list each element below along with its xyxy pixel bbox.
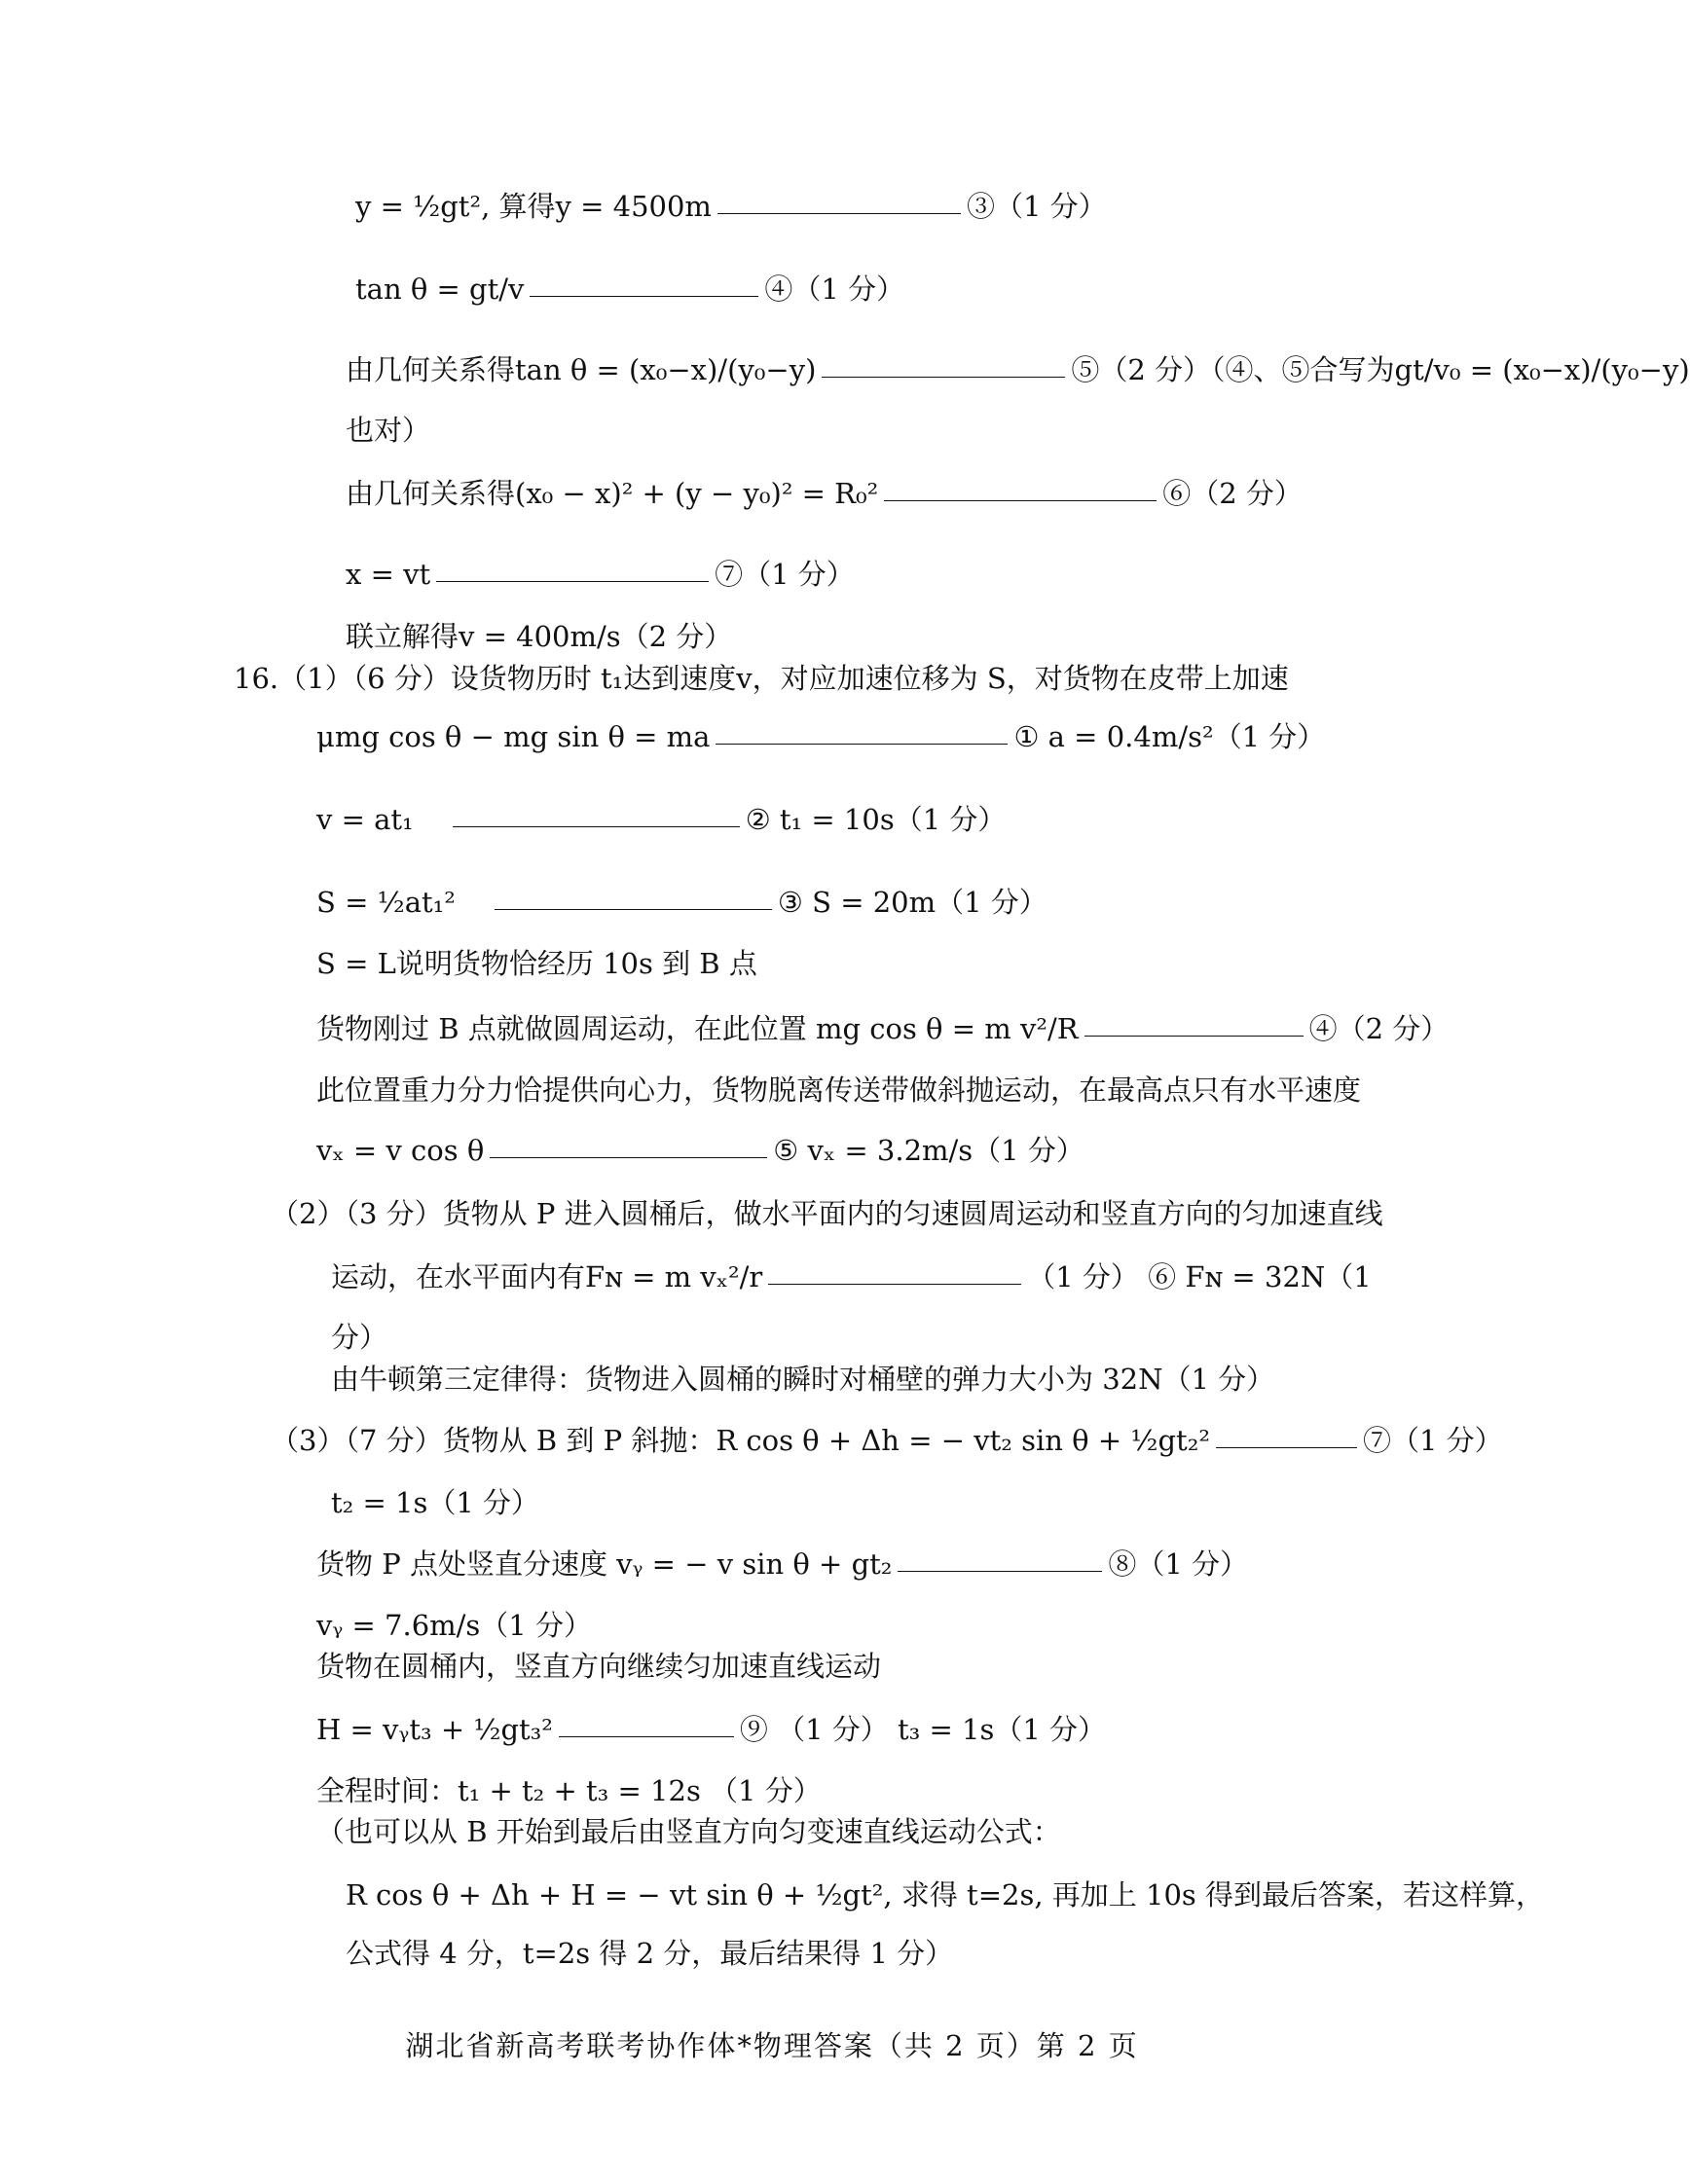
line-text: 公式得 4 分，t=2s 得 2 分，最后结果得 1 分） — [346, 1937, 954, 1970]
answer-blank-line — [768, 1264, 1021, 1285]
answer-line-q16-eq1 — [316, 715, 1325, 756]
answer-blank-line — [1216, 1428, 1357, 1448]
line-text: x = vt — [346, 558, 431, 591]
line-text: 运动，在水平面内有Fɴ = m vₓ²/r — [331, 1260, 763, 1293]
answer-line-q16-total — [316, 1769, 822, 1810]
answer-blank-line — [436, 562, 709, 582]
line-text: 联立解得v = 400m/s（2 分） — [346, 620, 733, 653]
answer-blank-line — [490, 1138, 767, 1158]
line-text: （2）（3 分）货物从 P 进入圆桶后，做水平面内的匀速圆周运动和竖直方向的匀加速直线 — [271, 1197, 1383, 1230]
answer-line-q16-p2d — [331, 1358, 1274, 1399]
line-score: ③（1 分） — [966, 190, 1107, 223]
line-text: 货物刚过 B 点就做圆周运动，在此位置 mg cos θ = m v²/R — [316, 1012, 1079, 1045]
answer-line-q16-vy — [316, 1604, 592, 1645]
answer-line-q16-p2c — [331, 1316, 387, 1357]
line-text: v = at₁ — [316, 803, 414, 836]
line-score: ① a = 0.4m/s²（1 分） — [1013, 720, 1326, 753]
line-score: （1 分） ⑥ Fɴ = 32N（1 — [1027, 1260, 1372, 1293]
line-score: ⑨ （1 分） t₃ = 1s（1 分） — [739, 1713, 1107, 1746]
answer-blank-line — [716, 724, 1008, 745]
line-text: R cos θ + Δh + H = − vt sin θ + ½gt², 求得 t=2s, 再加上 10s 得到最后答案，若这样算， — [346, 1878, 1544, 1911]
answer-blank-line — [884, 481, 1157, 501]
answer-line-q16-p2b — [331, 1256, 1372, 1296]
line-score: ⑤ vₓ = 3.2m/s（1 分） — [773, 1134, 1084, 1167]
answer-line-q16-t2 — [331, 1481, 539, 1522]
line-text: tan θ = gt/v — [355, 273, 525, 306]
line-text: 货物在圆桶内，竖直方向继续匀加速直线运动 — [316, 1650, 882, 1683]
line-text: 分） — [331, 1321, 388, 1354]
line-score: ③ S = 20m（1 分） — [777, 886, 1047, 919]
line-text: S = L说明货物恰经历 10s 到 B 点 — [316, 947, 757, 980]
page-footer: 湖北省新高考联考协作体*物理答案（共 2 页）第 2 页 — [405, 2029, 1139, 2062]
answer-line-q16-alt3 — [346, 1932, 953, 1973]
answer-blank-line — [495, 890, 772, 910]
answer-line-q15-eq3 — [355, 185, 1107, 226]
line-text: （3）（7 分）货物从 B 到 P 斜抛：R cos θ + Δh = − vt₂ sin θ + ½gt₂² — [271, 1424, 1210, 1457]
line-text: （也可以从 B 开始到最后由竖直方向匀变速直线运动公式： — [316, 1815, 1061, 1848]
line-text: 由牛顿第三定律得：货物进入圆桶的瞬时对桶壁的弹力大小为 32N（1 分） — [331, 1363, 1275, 1396]
answer-blank-line — [717, 194, 961, 214]
answer-blank-line — [453, 807, 740, 827]
answer-line-q16-note1 — [316, 942, 757, 983]
answer-line-q16-p3 — [271, 1419, 1503, 1460]
answer-line-q16-intro — [234, 657, 1289, 698]
line-text: vₓ = v cos θ — [316, 1134, 485, 1167]
line-text: 全程时间：t₁ + t₂ + t₃ = 12s （1 分） — [316, 1774, 822, 1807]
answer-line-q16-alt1 — [316, 1810, 1061, 1851]
line-score: ⑥（2 分） — [1162, 477, 1303, 510]
answer-line-q16-p2 — [271, 1192, 1383, 1233]
answer-line-q16-note2 — [316, 1069, 1361, 1110]
line-text: vᵧ = 7.6m/s（1 分） — [316, 1609, 592, 1642]
line-score: ④（2 分） — [1308, 1012, 1450, 1045]
answer-blank-line — [1084, 1016, 1304, 1037]
answer-blank-line — [530, 276, 758, 297]
line-score: ⑦（1 分） — [715, 558, 855, 591]
answer-line-q16-eq2 — [316, 798, 1006, 839]
answer-line-q15-result — [346, 615, 732, 656]
line-score: ⑦（1 分） — [1362, 1424, 1503, 1457]
line-text: 此位置重力分力恰提供向心力，货物脱离传送带做斜抛运动，在最高点只有水平速度 — [316, 1074, 1362, 1107]
line-score: ② t₁ = 10s（1 分） — [745, 803, 1007, 836]
answer-blank-line — [822, 357, 1065, 378]
line-text: 由几何关系得tan θ = (x₀−x)/(y₀−y) — [346, 353, 817, 386]
answer-line-q16-eq5 — [316, 1129, 1084, 1170]
line-text: H = vᵧt₃ + ½gt₃² — [316, 1713, 553, 1746]
answer-line-q15-eq5b — [346, 409, 430, 450]
answer-line-q15-eq7 — [346, 553, 855, 594]
answer-blank-line — [898, 1551, 1102, 1572]
line-text: y = ½gt², 算得y = 4500m — [355, 190, 712, 223]
line-score: ⑤（2 分）（④、⑤合写为gt/v₀ = (x₀−x)/(y₀−y) — [1071, 353, 1690, 386]
answer-line-q16-eq3 — [316, 881, 1047, 922]
line-text: 由几何关系得(x₀ − x)² + (y − y₀)² = R₀² — [346, 477, 879, 510]
line-text: 16.（1）（6 分）设货物历时 t₁达到速度v，对应加速位移为 S，对货物在皮带上加速 — [234, 662, 1289, 695]
answer-line-q16-eq4 — [316, 1007, 1449, 1048]
line-score: ④（1 分） — [764, 273, 905, 306]
answer-line-q16-eq9 — [316, 1708, 1106, 1749]
answer-line-q15-eq4 — [355, 268, 904, 309]
line-text: S = ½at₁² — [316, 886, 456, 919]
answer-line-q15-eq5 — [346, 348, 1690, 389]
line-text: μmg cos θ − mg sin θ = ma — [316, 720, 711, 753]
answer-line-q16-note3 — [316, 1645, 881, 1686]
answer-line-q16-eq8 — [316, 1543, 1248, 1583]
line-text: t₂ = 1s（1 分） — [331, 1486, 540, 1519]
line-score: ⑧（1 分） — [1108, 1547, 1249, 1581]
line-text: 也对） — [346, 414, 431, 447]
line-text: 货物 P 点处竖直分速度 vᵧ = − v sin θ + gt₂ — [316, 1547, 893, 1581]
answer-line-q15-eq6 — [346, 472, 1303, 513]
answer-line-q16-alt2 — [346, 1874, 1544, 1914]
answer-blank-line — [559, 1717, 734, 1737]
